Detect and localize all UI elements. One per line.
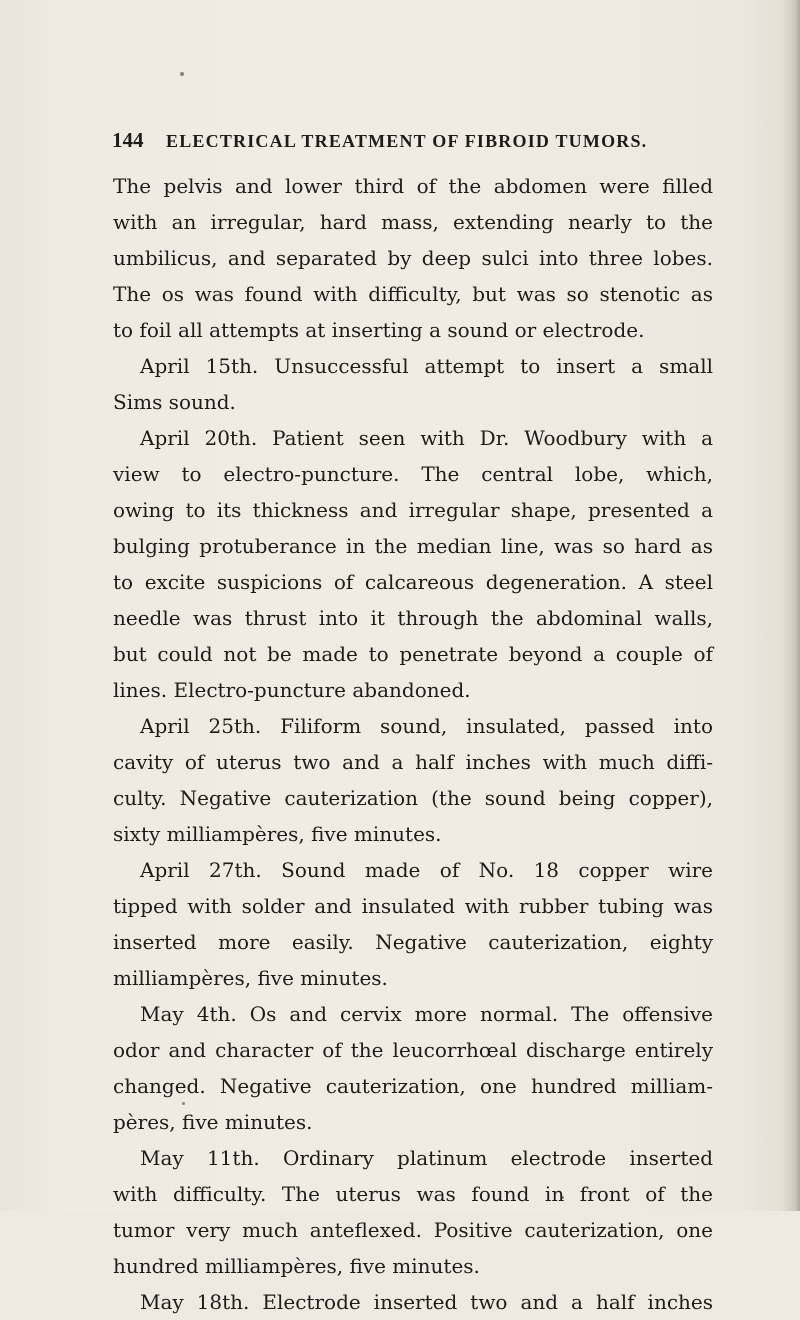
text-line: hundred milliampères, five minutes. (113, 1254, 480, 1278)
body-text (113, 168, 713, 1320)
text-line: The pelvis and lower third of the abdomen were filled (113, 174, 713, 198)
running-head: ELECTRICAL TREATMENT OF FIBROID TUMORS. (166, 131, 648, 151)
text-line: odor and character of the leucorrhœal discharge entirely (113, 1038, 713, 1062)
page-number: 144 (112, 128, 144, 152)
text-line: April 15th. Unsuccessful attempt to insert a small (140, 354, 713, 378)
text-line: to foil all attempts at inserting a sound or electrode. (113, 318, 645, 342)
text-line: The os was found with difficulty, but was so stenotic as (113, 282, 713, 306)
text-line: April 20th. Patient seen with Dr. Woodbury with a (140, 426, 713, 450)
page-edge-shadow (782, 0, 800, 1211)
text-line: lines. Electro-puncture abandoned. (113, 678, 471, 702)
text-line: changed. Negative cauterization, one hundred milliam- (113, 1074, 713, 1098)
text-line: view to electro-puncture. The central lobe, which, (113, 462, 713, 486)
text-line: cavity of uterus two and a half inches with much diffi- (113, 750, 713, 774)
text-line: May 18th. Electrode inserted two and a half inches (140, 1290, 713, 1314)
text-line: April 27th. Sound made of No. 18 copper wire (140, 858, 713, 882)
text-line: pères, five minutes. (113, 1110, 313, 1134)
text-line: culty. Negative cauterization (the sound being copper), (113, 786, 713, 810)
paper-speck (180, 72, 184, 76)
text-line: Sims sound. (113, 390, 236, 414)
text-line: May 4th. Os and cervix more normal. The offensive (140, 1002, 713, 1026)
text-line: April 25th. Filiform sound, insulated, passed into (140, 714, 713, 738)
text-line: tumor very much anteflexed. Positive cauterization, one (113, 1218, 713, 1242)
text-line: tipped with solder and insulated with rubber tubing was (113, 894, 713, 918)
text-line: with difficulty. The uterus was found in front of the (113, 1182, 713, 1206)
text-line: inserted more easily. Negative cauterization, eighty (113, 930, 713, 954)
page-header (112, 128, 712, 158)
text-line: May 11th. Ordinary platinum electrode inserted (140, 1146, 713, 1170)
text-line: umbilicus, and separated by deep sulci into three lobes. (113, 246, 713, 270)
text-line: sixty milliampères, five minutes. (113, 822, 442, 846)
text-line: bulging protuberance in the median line, was so hard as (113, 534, 713, 558)
text-line: with an irregular, hard mass, extending nearly to the (113, 210, 713, 234)
text-line: to excite suspicions of calcareous degeneration. A steel (113, 570, 713, 594)
text-line: owing to its thickness and irregular shape, presented a (113, 498, 713, 522)
text-line: needle was thrust into it through the abdominal walls, (113, 606, 713, 630)
text-line: milliampères, five minutes. (113, 966, 388, 990)
text-line: but could not be made to penetrate beyond a couple of (113, 642, 713, 666)
